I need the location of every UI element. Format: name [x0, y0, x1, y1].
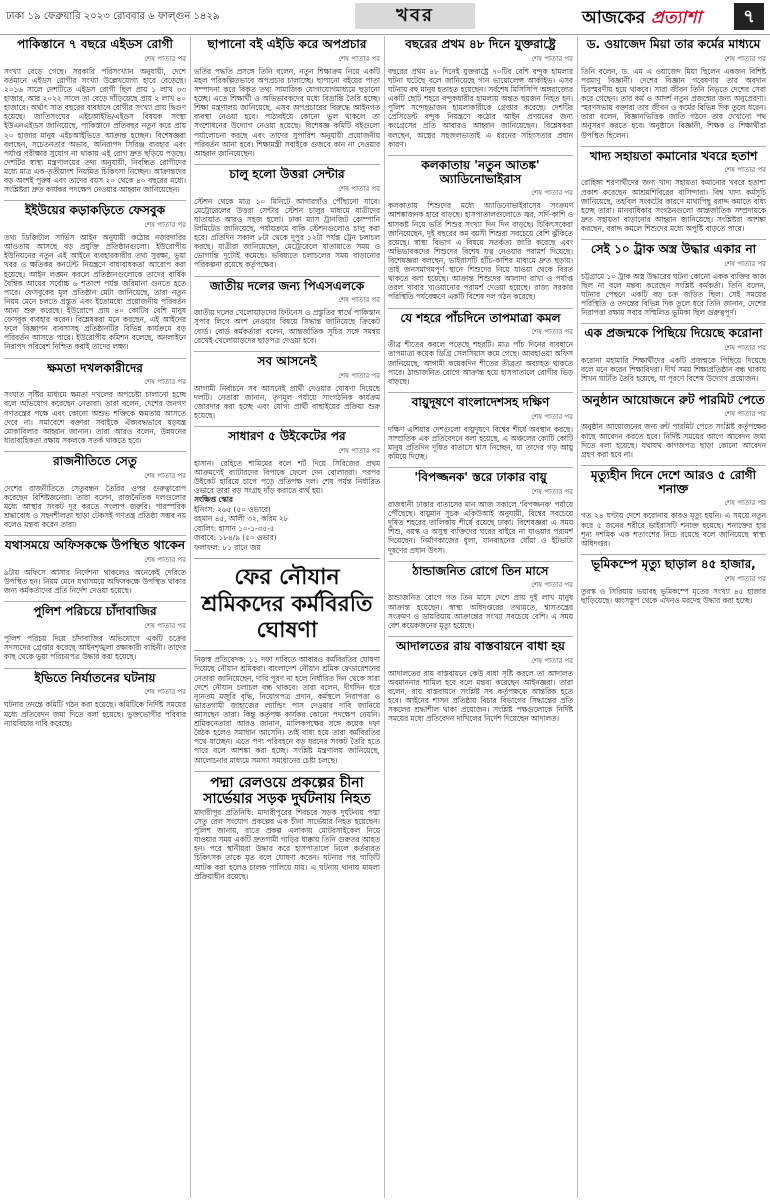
headline: সব আসনেই: [257, 353, 317, 368]
divider: [4, 601, 186, 602]
story-psl: [194, 280, 380, 345]
continued-label: শেষ পাতার পর: [338, 184, 380, 193]
story-body: ৯টায় অফিসে আসার নির্দেশনা থাকলেও অনেকেই দেরিতে উপস্থিত হন। নিয়ম মেনে যথাসময়ে অফিসকক্ষে উপস্থিত থাকার জন্য কর্মকর্তাদের প্রতি নির্দেশ দেওয়া হয়েছে।: [4, 568, 186, 596]
headline: আদালতের রায় বাস্তবায়নে বাধা হয়: [396, 638, 565, 653]
continued-label: শেষ পাতার পর: [724, 54, 766, 63]
headline: চালু হলো উত্তরা সেন্টার: [229, 166, 345, 181]
continued-label: শেষ পাতার পর: [338, 54, 380, 63]
headline: ক্ষমতা দখলকারীদের: [47, 360, 143, 375]
date-line: ঢাকা ১৯ ফেব্রুয়ারি ২০২৩ রোববার ৬ ফাল্গুন ১৪২৯: [6, 11, 220, 22]
story-court-verdict: [388, 640, 573, 723]
story-body: তথ্য ডিজিটাল সার্ভিস আইন অনুযায়ী কঠোর নজরদারির আওতায় আসছে বড় প্রযুক্তি প্রতিষ্ঠানগুলো। ইউরোপীয় ইউনিয়নের নতুন এই আইনে ব্যবহারকারীর তথ্য সুরক্ষা, ভুয়া খবর ও ক্ষতিকর কনটেন্ট নিয়ন্ত্রণে বাধ্যবাধকতা আরোপ করা হয়েছে। আইন লঙ্ঘন করলে প্রতিষ্ঠানগুলোকে তাদের বার্ষিক বৈশ্বিক আয়ের সর্বোচ্চ ৬ শতাংশ পর্যন্ত জরিমানা গুনতে হতে পারে। ফেসবুকের মূল প্রতিষ্ঠান মেটা জানিয়েছে, তারা নতুন নিয়ম মেনে চলতে প্রস্তুত এবং ইতোমধ্যে প্রয়োজনীয় পরিবর্তন আনা শুরু করেছে। ইউরোপে প্রায় ৪০ কোটির বেশি মানুষ ফেসবুক ব্যবহার করেন। বিশ্লেষকরা মনে করছেন, এই আইনের ফলে বিজ্ঞাপন ব্যবসাসহ প্রতিষ্ঠানটির বিভিন্ন কার্যক্রমে বড় পরিবর্তন আসতে পারে। ইউরোপীয় কমিশন বলেছে, অনলাইনে নিরাপদ পরিবেশ নিশ্চিত করাই তাদের লক্ষ্য।: [4, 233, 186, 352]
continued-label: শেষ পাতার পর: [144, 221, 186, 230]
divider: [581, 554, 766, 555]
story-body: তিনি বলেন, ড. এম এ ওয়াজেদ মিয়া ছিলেন একজন বিশিষ্ট পরমাণু বিজ্ঞানী। দেশের বিজ্ঞান গবেষণায় তার অবদান চিরস্মরণীয় হয়ে থাকবে। সারা জীবন তিনি নিভৃতে দেশের সেবা করে গেছেন। তার কর্ম ও আদর্শ নতুন প্রজন্মের জন্য অনুপ্রেরণা। স্মরণসভায় বক্তারা তার জীবন ও কর্মের বিভিন্ন দিক তুলে ধরেন। তারা বলেন, বিজ্ঞানভিত্তিক জাতি গঠনে তার দেখানো পথ অনুসরণ করতে হবে। অনুষ্ঠানে বিজ্ঞানী, শিক্ষক ও শিক্ষার্থীরা উপস্থিত ছিলেন।: [581, 66, 766, 140]
continued-label: শেষ পাতার পর: [724, 410, 766, 419]
column-4: [581, 36, 766, 1198]
column-3: [388, 36, 573, 1198]
page-number: ৭: [734, 3, 764, 30]
story-us-shootings: [388, 38, 573, 149]
divider: [194, 351, 380, 352]
story-labour-strike: [194, 558, 380, 764]
logo-accent: প্রত্যাশা: [651, 8, 702, 28]
story-office-time: [4, 539, 186, 595]
story-body: স্টেশন থেকে মাত্র ১০ মিনিটে আগারগাঁও পৌঁছানো যাবে। মেট্রোরেলের উত্তরা সেন্টার স্টেশন চালুর মাধ্যমে যাত্রীদের যাতায়াত আরও সহজ হলো। ঢাকা ম্যাস ট্রানজিট কোম্পানি লিমিটেড জানিয়েছে, পর্যায়ক্রমে বাকি স্টেশনগুলোও চালু করা হবে। প্রতিদিন সকাল ৮টা থেকে দুপুর ১২টা পর্যন্ত ট্রেন চলাচল করছে। যাত্রীরা জানিয়েছেন, মেট্রোরেলে যাতায়াতে সময় ও ভোগান্তি দুটোই কমেছে। ভবিষ্যতে চলাচলের সময় বাড়ানোর পরিকল্পনা রয়েছে কর্তৃপক্ষের।: [194, 196, 380, 270]
continued-label: শেষ পাতার পর: [338, 371, 380, 380]
story-power-grab: [4, 362, 186, 445]
story-aids-pakistan: [4, 38, 186, 194]
headline: ভূমিকম্পে মৃত্যু ছাড়াল ৪৫ হাজার,: [591, 556, 756, 571]
divider: [4, 451, 186, 452]
scorecard-line: সংক্ষিপ্ত স্কোর: [194, 495, 233, 505]
column-1: [4, 36, 186, 1198]
story-body: সংঘাত সৃষ্টির মাধ্যমে ক্ষমতা দখলের অপচেষ্টা চালানো হচ্ছে বলে অভিযোগ করেছেন নেতারা। তারা বলেন, দেশের জনগণ গণতন্ত্রের পক্ষে এবং কোনো অশুভ শক্তিকে ক্ষমতায় আসতে দেবে না। সমাবেশে বক্তারা সবাইকে ঐক্যবদ্ধভাবে ষড়যন্ত্র মোকাবিলার আহ্বান জানান। তারা আরও বলেন, উন্নয়নের ধারাবাহিকতা রক্ষায় সকলকে সতর্ক থাকতে হবে।: [4, 390, 186, 445]
column-2: [194, 36, 380, 1198]
scorecard: [194, 495, 380, 552]
story-air-pollution-south-asia: [388, 396, 573, 461]
headline: অনুষ্ঠান আয়োজনে রুট পারমিট পেতে: [582, 392, 765, 407]
story-ten-trucks: [581, 243, 766, 317]
story-uttara-center: [194, 168, 380, 270]
story-wazed-miah: [581, 38, 766, 140]
headline: 'বিপজ্জনক' স্তরে ঢাকার বায়ু: [414, 470, 547, 485]
divider: [4, 668, 186, 669]
continued-label: শেষ পাতার পর: [144, 378, 186, 387]
story-padma-rail: [194, 775, 380, 881]
story-dhaka-air: [388, 471, 573, 554]
divider: [388, 392, 573, 393]
headline: পুলিশ পরিচয়ে চাঁদাবাজির: [33, 604, 157, 619]
continued-label: শেষ পাতার পর: [531, 328, 573, 337]
headline: সেই ১০ ট্রাক অস্ত্র উদ্ধার একার না: [590, 242, 757, 257]
story-body: অনুষ্ঠান আয়োজনের জন্য রুট পারমিট পেতে সংশ্লিষ্ট কর্তৃপক্ষের কাছে আবেদন করতে হবে। নির্দিষ্ট সময়ের আগে আবেদন জমা দিতে বলা হয়েছে। যথাযথ কাগজপত্র ছাড়া কোনো আবেদন গ্রহণ করা হবে না।: [581, 422, 766, 459]
headline: রাজনীতিতে সেতু: [53, 454, 137, 468]
headline: ফের নৌযান শ্রমিকদের কর্মবিরতি ঘোষণা: [194, 558, 380, 651]
story-body: তুরস্ক ও সিরিয়ায় ভয়াবহ ভূমিকম্পে মৃতের সংখ্যা ৪৫ হাজার ছাড়িয়েছে। ধ্বংসস্তূপ থেকে এখনও মরদেহ উদ্ধার করা হচ্ছে।: [581, 586, 766, 605]
continued-label: শেষ পাতার পর: [531, 656, 573, 665]
story-body: গত ২৪ ঘণ্টায় দেশে করোনায় কারও মৃত্যু হয়নি। এ সময়ে নতুন করে ৫ জনের শরীরে ভাইরাসটি শনাক্ত হয়েছে। শনাক্তের হার শূন্য দশমিক এক শতাংশের নিচে রয়েছে বলে জানিয়েছে স্বাস্থ্য অধিদপ্তর।: [581, 511, 766, 548]
headline: জাতীয় দলের জন্য পিএসএলকে: [209, 278, 365, 293]
continued-label: শেষ পাতার পর: [531, 189, 573, 198]
story-body: ঘটনার তদন্তে কমিটি গঠন করা হয়েছে। কমিটিকে নির্দিষ্ট সময়ের মধ্যে প্রতিবেদন জমা দিতে বলা হয়েছে। ভুক্তভোগীর পরিবার ন্যায়বিচার দাবি করেছে।: [4, 700, 186, 728]
story-eu-facebook: [4, 204, 186, 351]
section-title: খবর: [355, 3, 475, 29]
story-body: সংখ্যা বেড়ে গেছে। সরকারি পরিসংখ্যান অনুযায়ী, দেশে বর্তমানে এইডস রোগীর সংখ্যা উল্লেখযোগ্য হারে বেড়েছে। ২০১৬ সালে দেশটিতে এইডস রোগী ছিল প্রায় ১ লাখ ৩৩ হাজার, আর ২০২২ সালে তা বেড়ে দাঁড়িয়েছে প্রায় ২ লাখ ৪০ হাজারে। অর্থাৎ সাত বছরের ব্যবধানে রোগীর সংখ্যা প্রায় দ্বিগুণ হয়েছে। জাতিসংঘের এইচআইভি/এইডস বিষয়ক সংস্থা ইউএনএইডস জানিয়েছে, পাকিস্তানে প্রতিবছর নতুন করে প্রায় ২০ হাজার মানুষ এইচআইভিতে আক্রান্ত হচ্ছেন। বিশেষজ্ঞরা বলছেন, সচেতনতার অভাব, অনিরাপদ সিরিঞ্জ ব্যবহার এবং পর্যাপ্ত পরীক্ষার সুযোগ না থাকায় এই রোগ দ্রুত ছড়িয়ে পড়ছে। দেশটির স্বাস্থ্য মন্ত্রণালয়ের তথ্য অনুযায়ী, নিবন্ধিত রোগীদের মধ্যে মাত্র এক-তৃতীয়াংশ নিয়মিত চিকিৎসা নিচ্ছেন। আক্রান্তদের বড় অংশই পুরুষ এবং তাদের বয়স ২০ থেকে ৪০ বছরের মধ্যে। সংশ্লিষ্টরা দ্রুত কার্যকর পদক্ষেপ নেওয়ার আহ্বান জানিয়েছেন।: [4, 66, 186, 195]
story-politics-bridge: [4, 455, 186, 529]
divider: [581, 390, 766, 391]
continued-label: শেষ পাতার পর: [531, 412, 573, 421]
story-body: তীব্র শীতের কবলে পড়েছে শহরটি। মাত্র পাঁচ দিনের ব্যবধানে তাপমাত্রা কয়েক ডিগ্রি সেলসিয়াস কমে গেছে। আবহাওয়া অফিস জানিয়েছে, আগামী কয়েকদিন শীতের তীব্রতা অব্যাহত থাকতে পারে। ঠান্ডাজনিত রোগে আক্রান্ত হয়ে হাসপাতালে রোগীর ভিড় বাড়ছে।: [388, 340, 573, 386]
headline: পাকিস্তানে ৭ বছরে এইডস রোগী: [17, 37, 173, 51]
story-body: পুলিশ পরিচয় দিয়ে চাঁদাবাজির অভিযোগে একটি চক্রের সদস্যদের গ্রেপ্তার করেছে আইনশৃঙ্খলা রক্ষাকারী বাহিনী। তাদের কাছ থেকে ভুয়া পরিচয়পত্র উদ্ধার করা হয়েছে।: [4, 634, 186, 662]
column-divider: [384, 36, 385, 1198]
story-body: জাতীয় দলের খেলোয়াড়দের ফিটনেস ও প্রস্তুতির স্বার্থে পাকিস্তান সুপার লিগে অংশ নেওয়ার বিষয়ে সিদ্ধান্ত জানিয়েছে ক্রিকেট বোর্ড। বোর্ড কর্মকর্তারা বলেন, আন্তর্জাতিক সূচির সঙ্গে সমন্বয় রেখেই খেলোয়াড়দের ছাড়পত্র দেওয়া হবে।: [194, 308, 380, 345]
divider: [388, 155, 573, 156]
story-cold-diseases: [388, 565, 573, 630]
divider: [194, 276, 380, 277]
story-earthquake: [581, 558, 766, 605]
divider: [388, 636, 573, 637]
continued-label: শেষ পাতার পর: [144, 688, 186, 697]
divider: [388, 308, 573, 309]
continued-label: শেষ পাতার পর: [144, 556, 186, 565]
headline: যথাসময়ে অফিসকক্ষে উপস্থিত থাকেন: [4, 538, 186, 553]
newspaper-logo: [582, 5, 701, 33]
story-body: করোনা মহামারি শিক্ষার্থীদের একটি প্রজন্মকে পিছিয়ে দিয়েছে বলে মনে করেন শিক্ষাবিদরা। দীর্ঘ সময় শিক্ষাপ্রতিষ্ঠান বন্ধ থাকায় শিখন ঘাটতি তৈরি হয়েছে, যা পূরণে বিশেষ উদ্যোগ প্রয়োজন।: [581, 356, 766, 384]
divider: [194, 771, 380, 772]
headline: মৃত্যুহীন দিনে দেশে আরও ৫ রোগী শনাক্ত: [590, 467, 757, 496]
headline: কলকাতায় 'নতুন আতঙ্ক' অ্যাডিনোভাইরাস: [421, 157, 540, 186]
story-body: ভর্তির পদ্ধতি প্রসঙ্গে তিনি বলেন, নতুন শিক্ষাক্রম নিয়ে একটি মহল পরিকল্পিতভাবে অপপ্রচার চালাচ্ছে। ছাপানো বইয়ের পাতা সম্পাদনা করে বিকৃত তথ্য সামাজিক যোগাযোগমাধ্যমে ছড়ানো হচ্ছে। এতে শিক্ষার্থী ও অভিভাবকদের মধ্যে বিভ্রান্তি তৈরি হচ্ছে। শিক্ষা মন্ত্রণালয় জানিয়েছে, এসব অপপ্রচারের বিরুদ্ধে আইনগত ব্যবস্থা নেওয়া হবে। পাঠ্যবইয়ে কোনো ভুল থাকলে তা সংশোধনের উদ্যোগ নেওয়া হয়েছে। বিশেষজ্ঞ কমিটি বইগুলো পর্যালোচনা করছে এবং তাদের সুপারিশ অনুযায়ী প্রয়োজনীয় পরিবর্তন আনা হবে। শিক্ষামন্ত্রী সবাইকে গুজবে কান না দেওয়ার আহ্বান জানিয়েছেন।: [194, 66, 380, 158]
headline: ড. ওয়াজেদ মিয়া তার কর্মের মাধ্যমে: [586, 37, 761, 51]
story-body: দক্ষিণ এশিয়ার দেশগুলো বায়ুদূষণে বিশ্বের শীর্ষে অবস্থান করছে। সাম্প্রতিক এক প্রতিবেদনে বলা হয়েছে, এ অঞ্চলের কোটি কোটি মানুষ প্রতিদিন দূষিত বাতাসে শ্বাস নিচ্ছেন, যা তাদের গড় আয়ু কমিয়ে দিচ্ছে।: [388, 424, 573, 462]
continued-label: শেষ পাতার পর: [144, 54, 186, 63]
story-five-wickets: [194, 430, 380, 552]
continued-label: শেষ পাতার পর: [144, 622, 186, 631]
scorecard-line: বোলিং: হাসান ১০-১-৩৫-৫: [194, 523, 275, 533]
continued-label: শেষ পাতার পর: [724, 166, 766, 175]
headline: এক প্রজন্মকে পিছিয়ে দিয়েছে করোনা: [584, 326, 763, 341]
headline: ইভিতে নির্যাতনের ঘটনায়: [34, 670, 156, 685]
story-body: ঠান্ডাজনিত রোগে গত তিন মাসে দেশে প্রায় দুই লাখ মানুষ আক্রান্ত হয়েছেন। স্বাস্থ্য অধিদপ্তরের তথ্যমতে, শ্বাসতন্ত্রের সংক্রমণ ও ডায়রিয়ায় আক্রান্তের সংখ্যা সবচেয়ে বেশি। এ সময় বেশ কয়েকজনের মৃত্যু হয়েছে।: [388, 593, 573, 630]
story-body: আদালতের রায় বাস্তবায়নে কেউ বাধা সৃষ্টি করলে তা আদালত অবমাননার শামিল হবে বলে মন্তব্য করেছেন আইনজ্ঞরা। তারা বলেন, রায় বাস্তবায়নে সংশ্লিষ্ট সব কর্তৃপক্ষকে আন্তরিক হতে হবে। আইনের শাসন প্রতিষ্ঠায় বিচার বিভাগের সিদ্ধান্তের প্রতি সকলের শ্রদ্ধাশীল থাকা প্রয়োজন। সংশ্লিষ্ট পক্ষগুলোকে নির্দিষ্ট সময়ের মধ্যে প্রতিবেদন দাখিলের নির্দেশ দিয়েছেন আদালত।: [388, 668, 573, 724]
story-body: মাদারীপুর প্রতিনিধি: মাদারীপুরের শিবচরে সড়ক দুর্ঘটনায় পদ্মা সেতু রেল সংযোগ প্রকল্পের এক চীনা সার্ভেয়ার নিহত হয়েছেন। পুলিশ জানায়, রাতে প্রকল্প এলাকায় মোটরসাইকেল নিয়ে যাওয়ার সময় একটি দ্রুতগামী গাড়ির ধাক্কায় তিনি গুরুতর আহত হন। পরে স্থানীয়রা উদ্ধার করে হাসপাতালে নিলে কর্তব্যরত চিকিৎসক তাকে মৃত বলে ঘোষণা করেন। ঘটনার পর গাড়িটি আটক করা হলেও চালক পালিয়ে যায়। এ ঘটনায় থানায় মামলা প্রক্রিয়াধীন রয়েছে।: [194, 807, 380, 881]
story-body: রাজধানী ঢাকার বাতাসের মান আজ সকালে 'বিপজ্জনক' পর্যায়ে পৌঁছেছে। বায়ুমান সূচক একিউআই অনুযায়ী, বিশ্বের সবচেয়ে দূষিত শহরের তালিকায় শীর্ষে রয়েছে ঢাকা। বিশেষজ্ঞরা এ সময় শিশু, বয়স্ক ও অসুস্থ ব্যক্তিদের ঘরের বাইরে না যাওয়ার পরামর্শ দিয়েছেন। নির্মাণকাজের ধুলা, যানবাহনের ধোঁয়া ও ইটভাটা দূষণের প্রধান উৎস।: [388, 499, 573, 555]
divider: [4, 535, 186, 536]
headline: বায়ুদূষণে বাংলাদেশসহ দক্ষিণ: [411, 394, 550, 409]
continued-label: শেষ পাতার পর: [724, 574, 766, 583]
headline: ঠান্ডাজনিত রোগে তিন মাসে: [412, 563, 549, 578]
column-divider: [577, 36, 578, 1198]
story-body: বছরের প্রথম ৪৮ দিনেই যুক্তরাষ্ট্রে ৭০টির বেশি বন্দুক হামলার ঘটনা ঘটেছে বলে জানিয়েছে গান ভায়োলেন্স আর্কাইভ। এসব ঘটনায় বহু মানুষ হতাহত হয়েছেন। সর্বশেষ মিসিসিপি অঙ্গরাজ্যের একটি ছোট শহরে বন্দুকধারীর হামলায় অন্তত ছয়জন নিহত হন। পুলিশ সন্দেহভাজন হামলাকারীকে গ্রেপ্তার করেছে। দেশটির প্রেসিডেন্ট বন্দুক নিয়ন্ত্রণে কঠোর আইন প্রণয়নের জন্য কংগ্রেসের প্রতি আবারও আহ্বান জানিয়েছেন। বিশ্লেষকরা বলছেন, অস্ত্রের সহজলভ্যতাই এ ধরনের সহিংসতার প্রধান কারণ।: [388, 66, 573, 149]
divider: [581, 323, 766, 324]
scorecard-line: জবাবে: ১৮৪/৯ (৫০ ওভার): [194, 533, 277, 543]
headline: খাদ্য সহায়তা কমানোর খবরে হতাশ: [589, 148, 758, 163]
story-body: কলকাতায় শিশুদের মধ্যে অ্যাডিনোভাইরাসের সংক্রমণ আশঙ্কাজনক হারে বাড়ছে। হাসপাতালগুলোতে জ্বর, সর্দি-কাশি ও শ্বাসকষ্ট নিয়ে ভর্তি শিশুর সংখ্যা দিন দিন বাড়ছে। চিকিৎসকেরা জানিয়েছেন, দুই বছরের কম বয়সী শিশুরা সবচেয়ে বেশি ঝুঁকিতে রয়েছে। স্বাস্থ্য বিভাগ এ বিষয়ে সতর্কতা জারি করেছে এবং অভিভাবকদের শিশুদের বিশেষ যত্ন নেওয়ার পরামর্শ দিয়েছে। বিশেষজ্ঞরা বলছেন, ভাইরাসটি হাঁচি-কাশির মাধ্যমে দ্রুত ছড়ায়। তাই জনসমাগমপূর্ণ স্থানে শিশুদের নিয়ে যাওয়া থেকে বিরত থাকতে বলা হয়েছে। আক্রান্ত শিশুদের আলাদা রাখা ও পর্যাপ্ত তরল খাবার খাওয়ানোর পরামর্শ দেওয়া হয়েছে। রাজ্য সরকার পরিস্থিতি পর্যবেক্ষণে একটি বিশেষ দল গঠন করেছে।: [388, 201, 573, 302]
scorecard-line: ফলাফল: ৮১ রানে জয়: [194, 542, 261, 552]
continued-label: শেষ পাতার পর: [338, 446, 380, 455]
page-header: [0, 0, 770, 35]
story-body: নিজস্ব প্রতিবেদক: ১১ দফা দাবিতে আবারও কর্মবিরতির ঘোষণা দিয়েছে নৌযান শ্রমিকরা। বাংলাদেশ নৌযান শ্রমিক ফেডারেশনের নেতারা জানিয়েছেন, দাবি পূরণ না হলে নির্ধারিত দিন থেকে সারা দেশে নৌযান চলাচল বন্ধ থাকবে। তারা বলেন, দীর্ঘদিন ধরে ন্যূনতম মজুরি বৃদ্ধি, নিয়োগপত্র প্রদান, কর্মস্থলে নিরাপত্তা ও ভারতগামী জাহাজের ল্যান্ডিং পাস দেওয়ার দাবি জানিয়ে আসছেন তারা। কিন্তু কর্তৃপক্ষ কার্যকর কোনো পদক্ষেপ নেয়নি। শ্রমিকনেতারা আরও জানান, মালিকপক্ষের সঙ্গে কয়েক দফা বৈঠক হলেও সমাধান আসেনি। তাই বাধ্য হয়ে তারা কর্মবিরতির পথে যাচ্ছেন। এতে পণ্য পরিবহনে বড় ধরনের সংকট তৈরি হতে পারে বলে আশঙ্কা করা হচ্ছে। সংশ্লিষ্ট মন্ত্রণালয় জানিয়েছে, আলোচনার মাধ্যমে সমস্যা সমাধানের চেষ্টা চলছে।: [194, 655, 380, 765]
continued-label: শেষ পাতার পর: [338, 296, 380, 305]
continued-label: শেষ পাতার পর: [724, 259, 766, 268]
story-textbook-propaganda: [194, 38, 380, 158]
story-temperature: [388, 312, 573, 386]
divider: [4, 358, 186, 359]
story-body: রোহিঙ্গা শরণার্থীদের জন্য খাদ্য সহায়তা কমানোর খবরে হতাশা প্রকাশ করেছেন আশ্রয়শিবিরের বাসিন্দারা। বিশ্ব খাদ্য কর্মসূচি জানিয়েছে, তহবিল সংকটের কারণে মাথাপিছু বরাদ্দ কমাতে বাধ্য হচ্ছে তারা। মানবাধিকার সংগঠনগুলো আন্তর্জাতিক সম্প্রদায়কে দ্রুত সহায়তা বাড়ানোর আহ্বান জানিয়েছে। সংশ্লিষ্টরা আশঙ্কা করছেন, বরাদ্দ কমলে শিশুদের মধ্যে অপুষ্টি বাড়তে পারে।: [581, 178, 766, 234]
story-body: চট্টগ্রামে ১০ ট্রাক অস্ত্র উদ্ধারের ঘটনা কোনো একক ব্যক্তির কাজ ছিল না বলে মন্তব্য করেছেন সংশ্লিষ্ট কর্মকর্তা। তিনি বলেন, ঘটনার পেছনে একটি বড় চক্র জড়িত ছিল। সেই সময়ের পরিস্থিতি ও তদন্তের বিভিন্ন দিক তুলে ধরে তিনি জানান, দেশের নিরাপত্তা রক্ষায় সবার সম্মিলিত ভূমিকা ছিল গুরুত্বপূর্ণ।: [581, 271, 766, 318]
divider: [581, 146, 766, 147]
divider: [388, 467, 573, 468]
story-route-permit: [581, 394, 766, 459]
logo-main: আজকের: [582, 8, 646, 28]
story-all-seats: [194, 355, 380, 420]
headline: বছরের প্রথম ৪৮ দিনে যুক্তরাষ্ট্রে: [405, 37, 556, 51]
column-divider: [190, 36, 191, 1198]
continued-label: শেষ পাতার পর: [531, 487, 573, 496]
story-covid-cases: [581, 469, 766, 548]
divider: [4, 200, 186, 201]
divider: [194, 426, 380, 427]
headline: সাধারণ ৫ উইকেটের পর: [228, 429, 346, 444]
headline: যে শহরে পাঁচদিনে তাপমাত্রা কমল: [400, 310, 561, 325]
story-police-extortion: [4, 605, 186, 661]
continued-label: শেষ পাতার পর: [724, 499, 766, 508]
divider: [194, 164, 380, 165]
headline: ছাপানো বই এইডি করে অপপ্রচার: [207, 37, 367, 51]
divider: [581, 465, 766, 466]
continued-label: শেষ পাতার পর: [531, 54, 573, 63]
story-torture: [4, 672, 186, 728]
scorecard-line: ইনিংস: ২৬৫ (৫০ ওভারে): [194, 504, 271, 514]
story-food-aid: [581, 150, 766, 233]
headline: পদ্মা রেলওয়ে প্রকল্পের চীনা সার্ভেয়ার সড়ক দুর্ঘটনায় নিহত: [203, 774, 371, 807]
story-adenovirus: [388, 159, 573, 302]
headline: ইইউয়ের কড়াকড়িতে ফেসবুক: [25, 203, 165, 218]
continued-label: শেষ পাতার পর: [531, 581, 573, 590]
story-covid-generation: [581, 327, 766, 383]
continued-label: শেষ পাতার পর: [144, 471, 186, 480]
continued-label: শেষ পাতার পর: [724, 344, 766, 353]
divider: [388, 561, 573, 562]
divider: [581, 239, 766, 240]
story-body: দেশের রাজনীতিতে সেতুবন্ধন তৈরির ওপর গুরুত্বারোপ করেছেন বিশিষ্টজনেরা। তারা বলেন, রাজনৈতিক দলগুলোর মধ্যে আস্থার সংকট দূর করতে সংলাপ জরুরি। পারস্পরিক শ্রদ্ধাবোধ ও সহনশীলতা ছাড়া টেকসই গণতন্ত্র প্রতিষ্ঠা সম্ভব নয় বলেও মন্তব্য করেন তারা।: [4, 483, 186, 530]
story-body: হাসান। রেহিতে শামিমের বলে শর্ট দিয়ে সিরিজের প্রথম আক্রমণেই ব্যাটারদের বিপাকে ফেলে দেন বোলাররা। পরপর উইকেট হারিয়ে চাপে পড়ে প্রতিপক্ষ দল। শেষ পর্যন্ত নির্ধারিত ওভারে তারা বড় সংগ্রহ দাঁড় করাতে ব্যর্থ হয়।: [194, 458, 380, 496]
story-body: আগামী নির্বাচনে সব আসনেই প্রার্থী দেওয়ার ঘোষণা দিয়েছে দলটি। নেতারা জানান, তৃণমূল পর্যায়ে সাংগঠনিক কার্যক্রম জোরদার করা হচ্ছে এবং যোগ্য প্রার্থী বাছাইয়ের প্রক্রিয়া শুরু হয়েছে।: [194, 383, 380, 420]
scorecard-line: রহমান ৪৫, আলী ৩২, করিম ২৮: [194, 514, 289, 524]
